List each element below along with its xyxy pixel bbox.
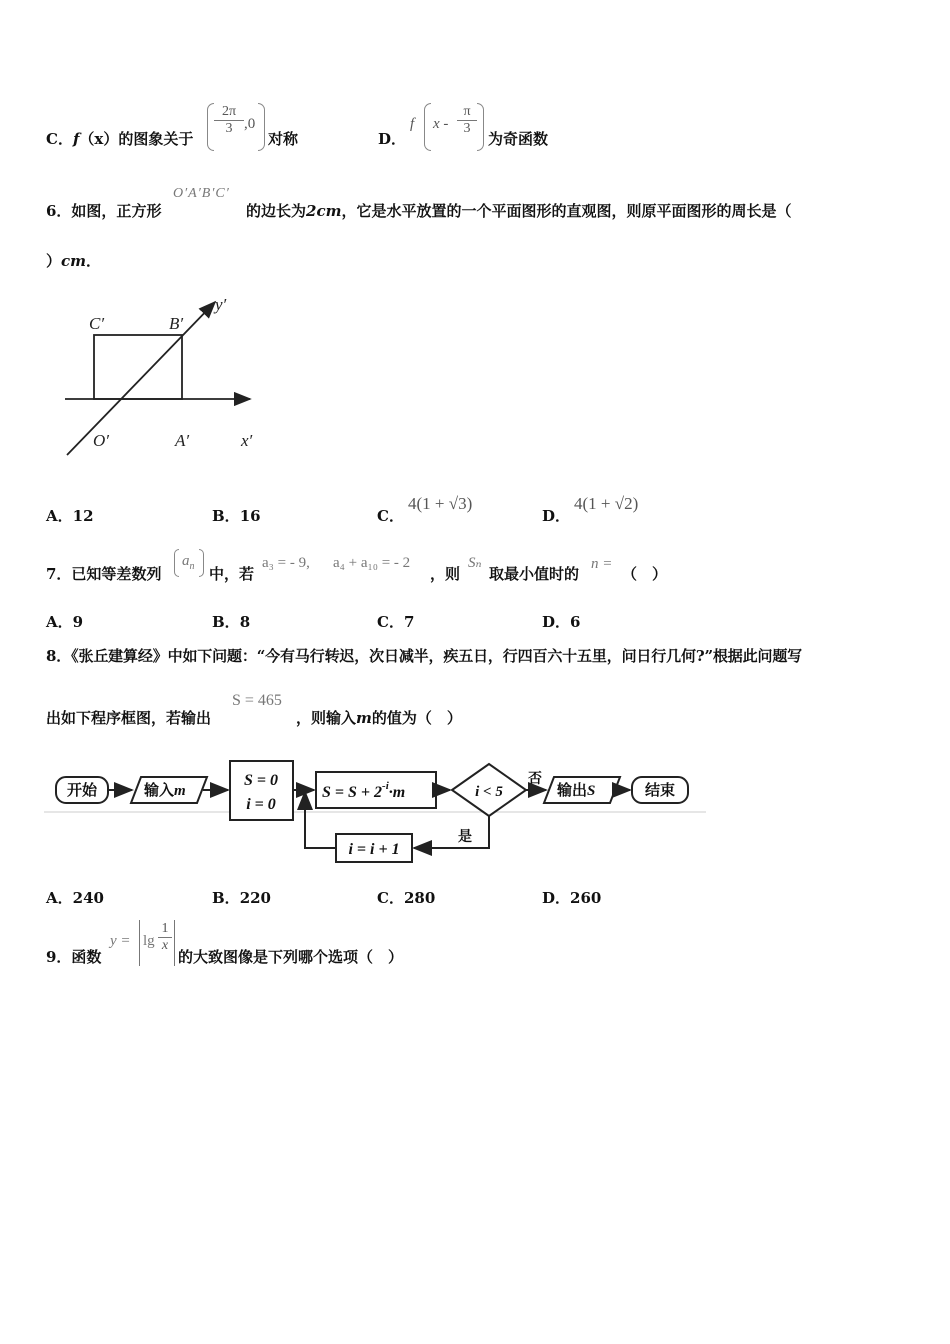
q6-a-letter: A． bbox=[46, 507, 73, 525]
q5-c-end: 对称 bbox=[268, 130, 299, 148]
q8-b-letter: B． bbox=[212, 889, 240, 907]
q7-seq bbox=[182, 553, 195, 572]
q5-c-fraction bbox=[214, 104, 244, 137]
flow-update-tail: ·m bbox=[388, 784, 406, 801]
q7-d-letter: D． bbox=[542, 613, 571, 631]
flow-no-label: 否 bbox=[528, 772, 542, 787]
q5-d-end: 为奇函数 bbox=[488, 130, 549, 148]
q8-option-c bbox=[377, 887, 435, 908]
q9-abs-right bbox=[174, 920, 175, 966]
q7-a-letter: A． bbox=[46, 613, 73, 631]
q7-option-b bbox=[212, 611, 250, 632]
label-c: C′ bbox=[89, 314, 105, 333]
flow-init-s: S = 0 bbox=[243, 772, 279, 789]
q7-b-value: 8 bbox=[239, 613, 251, 631]
q8-text-c: 的值为（ ） bbox=[371, 709, 462, 727]
q7-option-c bbox=[377, 611, 414, 632]
q6-stem-line2 bbox=[46, 250, 101, 271]
q6-b-value: 16 bbox=[239, 507, 261, 525]
q8-option-d bbox=[542, 887, 601, 908]
q6-stem-line1-rest bbox=[246, 200, 791, 221]
label-x: x′ bbox=[241, 431, 253, 450]
flow-end-label: 结束 bbox=[644, 783, 676, 799]
q5-d-den: 3 bbox=[463, 121, 471, 136]
q7-seq-sub: n bbox=[189, 561, 195, 572]
q7-c-value: 7 bbox=[403, 613, 415, 631]
q5-c-num: 2π bbox=[214, 104, 244, 121]
q8-option-a bbox=[46, 887, 104, 908]
flow-input-text: 输入 bbox=[144, 783, 175, 799]
q6-option-d-value: 4(1 + √2) bbox=[574, 494, 639, 513]
flow-input-var: m bbox=[174, 783, 186, 799]
arrow-yes bbox=[414, 816, 489, 848]
q8-option-b bbox=[212, 887, 271, 908]
q9-den: x bbox=[161, 938, 169, 953]
q5-d-left-paren bbox=[424, 103, 431, 151]
q6-a-value: 12 bbox=[72, 507, 94, 525]
q8-a-value: 240 bbox=[72, 889, 104, 907]
flow-input-label bbox=[143, 781, 186, 799]
q8-stem-line2b bbox=[296, 707, 462, 728]
q7-end: （ ） bbox=[622, 565, 668, 583]
q8-c-letter: C． bbox=[377, 889, 404, 907]
q7-mid: 中，若 bbox=[209, 565, 255, 583]
q8-s-eq: S = 465 bbox=[232, 692, 282, 709]
q5-option-c-f: f bbox=[72, 130, 80, 148]
q5-c-left-paren bbox=[207, 103, 214, 151]
q6-text1: 的边长为 bbox=[246, 202, 307, 220]
q5-c-den: 3 bbox=[225, 121, 233, 136]
q5-option-c-text: （x）的图象关于 bbox=[79, 130, 194, 148]
flow-update-label bbox=[322, 780, 405, 801]
q6-figure bbox=[55, 288, 270, 463]
q6-square-label: O′A′B′C′ bbox=[173, 186, 230, 201]
flow-update-text: S = S + 2 bbox=[322, 784, 383, 801]
q7-b-letter: B． bbox=[212, 613, 240, 631]
q9-num: 1 bbox=[158, 921, 172, 938]
q6-option-a bbox=[46, 505, 94, 526]
q6-unit: cm bbox=[61, 252, 87, 270]
label-y: y′ bbox=[215, 295, 227, 314]
q6-option-b bbox=[212, 505, 261, 526]
q6-option-c-letter: C． bbox=[377, 507, 404, 525]
q7-then: ，则 bbox=[430, 565, 461, 583]
q5-d-f: f bbox=[410, 116, 415, 132]
q6-text2: ，它是水平放置的一个平面图形的直观图，则原平面图形的周长是（ bbox=[341, 202, 792, 220]
q6-stem-line1 bbox=[46, 200, 161, 221]
q7-option-a bbox=[46, 611, 83, 632]
q9-lg: lg bbox=[143, 933, 155, 949]
q5-d-x bbox=[433, 116, 448, 133]
q9-y: y = bbox=[110, 933, 131, 949]
q6-end: ． bbox=[86, 252, 102, 270]
q8-b-value: 220 bbox=[239, 889, 271, 907]
q7-tail: 取最小值时的 bbox=[489, 565, 580, 583]
label-a: A′ bbox=[175, 431, 190, 450]
q8-flowchart bbox=[44, 750, 706, 870]
q9-tail: 的大致图像是下列哪个选项（ ） bbox=[178, 948, 404, 966]
q6-b-letter: B． bbox=[212, 507, 240, 525]
q7-c-letter: C． bbox=[377, 613, 404, 631]
q8-stem-line2a: 出如下程序框图，若输出 bbox=[46, 709, 212, 727]
q7-brace-left bbox=[174, 549, 179, 577]
q8-a-letter: A． bbox=[46, 889, 73, 907]
q7-cond1: a₃ = - 9, bbox=[262, 555, 310, 571]
flow-output-var: S bbox=[587, 783, 596, 799]
label-o: O′ bbox=[93, 431, 109, 450]
q6-len: 2cm bbox=[306, 202, 342, 220]
flow-incr-label: i = i + 1 bbox=[348, 841, 400, 858]
q5-option-c-letter: C． bbox=[46, 130, 73, 148]
flow-output-label bbox=[556, 781, 595, 799]
q5-c-right-paren bbox=[258, 103, 265, 151]
q7-neq: n = bbox=[591, 556, 613, 572]
flow-update-exp: -i bbox=[382, 780, 389, 792]
q9-fraction bbox=[158, 921, 172, 954]
label-b: B′ bbox=[169, 314, 184, 333]
q5-d-fraction bbox=[457, 104, 477, 137]
flow-decision-label: i < 5 bbox=[475, 784, 503, 800]
q9-number: 9．函数 bbox=[46, 948, 102, 966]
q6-option-c-value: 4(1 + √3) bbox=[408, 494, 473, 513]
q7-seq-a: a bbox=[182, 553, 190, 569]
q6-number: 6．如图，正方形 bbox=[46, 202, 162, 220]
flow-output-text: 输出 bbox=[557, 783, 588, 799]
q5-d-right-paren bbox=[477, 103, 484, 151]
q5-option-c bbox=[46, 128, 193, 149]
square bbox=[94, 335, 182, 399]
q7-d-value: 6 bbox=[570, 613, 581, 631]
flow-init-i: i = 0 bbox=[246, 796, 276, 813]
q8-m: m bbox=[356, 709, 372, 727]
q6-paren: ） bbox=[46, 252, 62, 270]
q6-option-d-letter: D． bbox=[542, 507, 571, 525]
flow-yes-label: 是 bbox=[458, 830, 472, 845]
q7-brace-right bbox=[199, 549, 204, 577]
q7-number: 7．已知等差数列 bbox=[46, 565, 162, 583]
q8-d-value: 260 bbox=[570, 889, 602, 907]
q5-d-x-text: x - bbox=[433, 116, 449, 132]
q8-d-letter: D． bbox=[542, 889, 571, 907]
q7-option-d bbox=[542, 611, 580, 632]
q7-a-value: 9 bbox=[72, 613, 84, 631]
q5-d-num: π bbox=[457, 104, 477, 121]
q7-cond2: a₄ + a₁₀ = - 2 bbox=[333, 555, 411, 571]
q8-stem-line1: 8．《张丘建算经》中如下问题：“今有马行转迟，次日减半，疾五日，行四百六十五里，问日行几何?”根据此问题写 bbox=[46, 647, 803, 665]
q9-abs-left bbox=[139, 920, 140, 966]
flow-start-label: 开始 bbox=[66, 783, 98, 799]
q8-text-b: ，则输入 bbox=[296, 709, 357, 727]
q5-option-d-letter: D． bbox=[378, 130, 407, 148]
q7-sn: Sₙ bbox=[468, 555, 482, 571]
q8-c-value: 280 bbox=[403, 889, 436, 907]
q5-c-tail: ,0 bbox=[244, 116, 256, 132]
